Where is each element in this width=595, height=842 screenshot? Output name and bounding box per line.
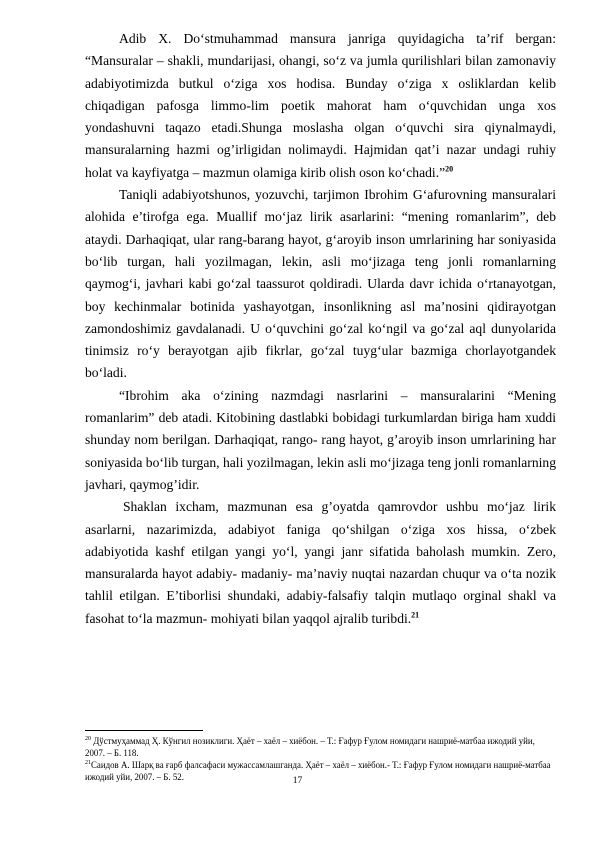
footnote-text: Дўстмуҳаммад Ҳ. Кўнгил нозиклиги. Ҳаёт – хаёл – хиёбон. – Т.: Ғафур Ғулом номидаги нашриё-матбаа ижодий уйи, 2007. – Б. 118.: [85, 736, 535, 758]
footnote-20: [85, 735, 557, 759]
page-number: 17: [292, 776, 303, 786]
footnote-text: Саидов А. Шарқ ва ғарб фалсафаси мужассамлашганда. Ҳаёт – хаёл – хиёбон.- Т.: Ғафур Ғулом номидаги нашриё-матбаа ижодий уйи, 2007. – Б. 52.: [85, 760, 551, 782]
paragraph-2: [85, 184, 556, 385]
footnote-ref-21[interactable]: 21: [411, 610, 420, 620]
paragraph-3: [85, 385, 556, 496]
paragraph-text: Shaklan ixcham, mazmunan esa g’oyatda qamrovdor ushbu mo‘jaz lirik asarlarni, nazarimizda, adabiyot faniga qo‘shilgan o‘ziga xos hissa, o‘zbek adabiyotida kashf etilgan yangi yo‘l, yangi janr sifatida baholash mumkin. Zero, mansuralarda hayot adabiy- madaniy- ma’naviy nuqtai nazardan chuqur va o‘ta nozik tahlil etilgan. E’tiborlisi shundaki, adabiy-falsafiy talqin mutlaqo orginal shakl va fasohat to‘la mazmun- mohiyati bilan yaqqol ajralib turibdi.: [85, 499, 556, 626]
paragraph-text: Taniqli adabiyotshunos, yozuvchi, tarjimon Ibrohim G‘afurovning mansuralari alohida e’tirofga ega. Muallif mo‘jaz lirik asarlarini: “mening romanlarim”, deb ataydi. Darhaqiqat, ular rang-barang hayot, g‘aroyib inson umrlarining har soniyasida bo‘lib turgan, hali yozilmagan, lekin, asli mo‘jizaga teng jonli romanlarning qaymog‘i, javhari kabi go‘zal taassurot qoldiradi. Ularda davr ichida o‘rtanayotgan, boy kechinmalar botinida yashayotgan, insonlikning asl ma’nosini qidirayotgan zamondoshimiz gavdalanadi. U o‘quvchini go‘zal ko‘ngil va go‘zal aql dunyolarida tinimsiz ro‘y berayotgan ajib fikrlar, go‘zal tuyg‘ular bazmiga chorlayotgandek bo‘ladi.: [85, 187, 556, 381]
footnote-mark: 21: [85, 760, 91, 767]
footnote-separator: [85, 730, 203, 731]
paragraph-4: [85, 496, 556, 630]
body-text: [85, 28, 556, 630]
paragraph-text: “Ibrohim aka o‘zining nazmdagi nasrlarini – mansuralarini “Mening romanlarim” deb atadi. Kitobining dastlabki bobidagi turkumlardan biriga ham xuddi shunday nom berilgan. Darhaqiqat, rango- rang hayot, g’aroyib inson umrlarining har soniyasida bo‘lib turgan, hali yozilmagan, lekin asli mo‘jizaga teng jonli romanlarning javhari, qaymog’idir.: [85, 387, 556, 492]
footnote-mark: 20: [85, 736, 91, 743]
footnote-ref-20[interactable]: 20: [445, 164, 454, 174]
paragraph-text: Adib X. Do‘stmuhammad mansura janriga quyidagicha ta’rif bergan: “Mansuralar – shakli, mundarijasi, ohangi, so‘z va jumla qurilishlari bilan zamonaviy adabiyotimizda butkul o‘ziga xos hodisa. Bunday o‘ziga x osliklardan kelib chiqadigan pafosga limmo-lim poetik mahorat ham o‘quvchidan unga xos yondashuvni taqazo etadi.Shunga moslasha olgan o‘quvchi sira qiynalmaydi, mansuralarning hazmi og’irligidan nolimaydi. Hajmidan qat’i nazar undagi ruhiy holat va kayfiyatga – mazmun olamiga kirib olish oson ko‘chadi.”: [85, 31, 556, 180]
paragraph-1: [85, 28, 556, 184]
